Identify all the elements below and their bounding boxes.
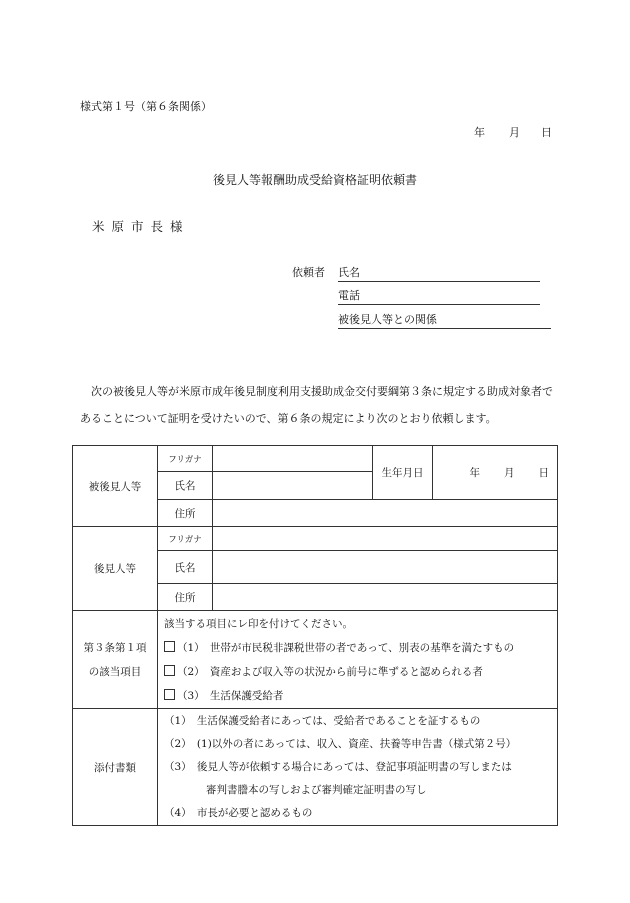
guardian-section-label: 後見人等: [73, 527, 158, 611]
document-title: 後見人等報酬助成受給資格証明依頼書: [212, 173, 417, 187]
guardian-name-input[interactable]: [213, 551, 558, 584]
ward-birthdate-input[interactable]: [433, 446, 558, 500]
requester-name-field[interactable]: [338, 264, 540, 282]
article-instruction: 該当する項目にレ印を付けてください。: [164, 617, 353, 630]
attachment-item-2: （2） (1)以外の者にあっては、収入、資産、扶養等申告書（様式第２号）: [164, 737, 517, 750]
attachment-item-3-continued: 審判書謄本の写しおよび審判確定証明書の写し: [206, 783, 427, 796]
requester-label: 依頼者: [292, 266, 325, 279]
requester-relation-label: 被後見人等との関係: [338, 311, 551, 329]
date-month-label: 月: [509, 126, 520, 139]
guardian-furigana-label: フリガナ: [158, 527, 213, 551]
application-table: [72, 445, 558, 826]
ward-birthdate-label: 生年月日: [373, 446, 433, 500]
ward-address-label: 住所: [158, 500, 213, 527]
article-options: [158, 611, 558, 709]
ward-address-input[interactable]: [213, 500, 558, 527]
attachment-item-1: （1） 生活保護受給者にあっては、受給者であることを証するもの: [164, 714, 481, 727]
article-label-line2: の該当項目: [88, 665, 142, 678]
guardian-address-input[interactable]: [213, 584, 558, 611]
requester-phone-label: 電話: [338, 287, 540, 305]
attachments-section-label: 添付書類: [73, 709, 158, 826]
addressee: 米原市長様: [92, 219, 190, 234]
article-row: [73, 611, 558, 709]
guardian-furigana-row: [73, 527, 558, 551]
attachments-list: [158, 709, 558, 826]
request-body-text: 次の被後見人等が米原市成年後見制度利用支援助成金交付要綱第３条に規定する助成対象者であることについて証明を受けたいので、第６条の規定により次のとおり依頼します。: [80, 385, 553, 425]
requester-phone-field[interactable]: [338, 287, 540, 305]
article-label-line1: 第３条第１項: [83, 641, 147, 654]
birth-month-label: 月: [504, 467, 515, 479]
requester-relation-field[interactable]: [338, 311, 551, 329]
ward-furigana-row: [73, 446, 558, 472]
ward-section-label: 被後見人等: [73, 446, 158, 527]
article-option-2[interactable]: （2） 資産および収入等の状況から前号に準ずると認められる者: [164, 660, 551, 684]
requester-name-label: 氏名: [338, 264, 540, 282]
ward-furigana-input[interactable]: [213, 446, 373, 472]
ward-name-label: 氏名: [158, 472, 213, 500]
attachment-item-3: （3） 後見人等が依頼する場合にあっては、登記事項証明書の写しまたは: [164, 760, 512, 773]
ward-furigana-label: フリガナ: [158, 446, 213, 472]
article-option-3[interactable]: （3） 生活保護受給者: [164, 684, 551, 708]
guardian-name-label: 氏名: [158, 551, 213, 584]
guardian-furigana-input[interactable]: [213, 527, 558, 551]
date-year-label: 年: [474, 126, 485, 139]
checkbox-icon[interactable]: [164, 689, 175, 700]
article-option-1[interactable]: （1） 世帯が市民税非課税世帯の者であって、別表の基準を満たすもの: [164, 636, 551, 660]
attachments-row: [73, 709, 558, 826]
article-section-label: [73, 611, 158, 709]
birth-year-label: 年: [469, 467, 480, 479]
birth-day-label: 日: [538, 467, 549, 479]
form-number: 様式第１号（第６条関係）: [80, 100, 212, 113]
checkbox-icon[interactable]: [164, 641, 175, 652]
attachment-item-4: （4） 市長が必要と認めるもの: [164, 806, 313, 819]
date-day-label: 日: [541, 126, 552, 139]
checkbox-icon[interactable]: [164, 665, 175, 676]
ward-name-input[interactable]: [213, 472, 373, 500]
guardian-address-label: 住所: [158, 584, 213, 611]
